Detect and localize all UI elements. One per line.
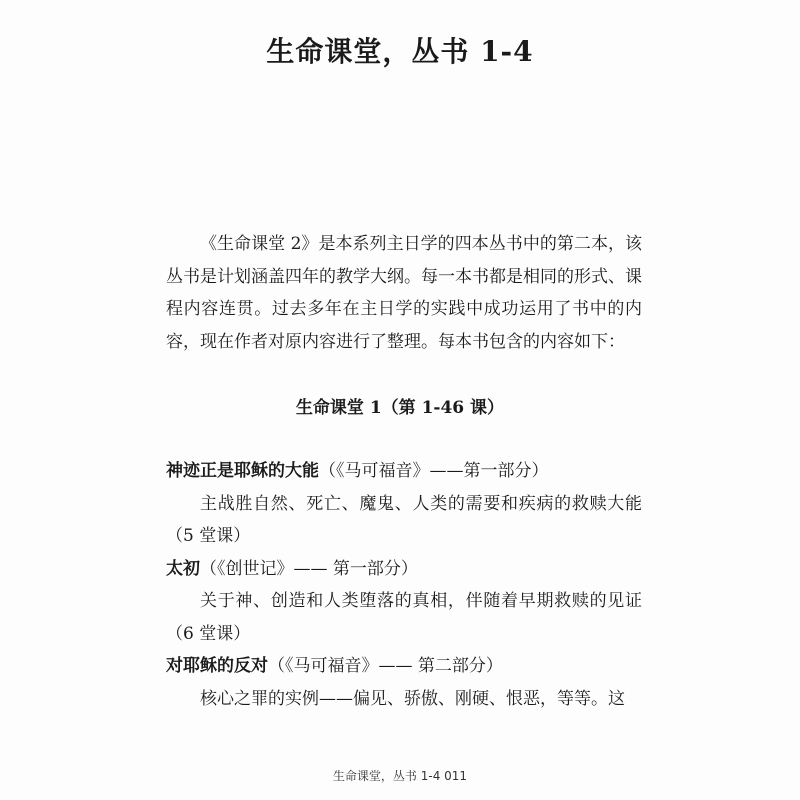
entry-title [166, 650, 642, 683]
entry-title-bold: 对耶稣的反对 [166, 656, 268, 676]
page-title: 生命课堂，丛书 1-4 [266, 35, 534, 68]
entry-description: 关于神、创造和人类堕落的真相，伴随着早期救赎的见证（6 堂课） [166, 591, 642, 644]
entry-item [166, 650, 642, 715]
entry-title [166, 553, 642, 586]
entry-title-rest: （《马可福音》—— 第二部分） [268, 656, 503, 676]
entry-title-bold: 太初 [166, 558, 200, 579]
entry-description: 主战胜自然、死亡、魔鬼、人类的需要和疾病的救赎大能（5 堂课） [166, 493, 642, 546]
entry-title-bold: 神迹正是耶稣的大能 [166, 461, 319, 481]
entry-description: 核心之罪的实例——偏见、骄傲、刚硬、恨恶，等等。这 [200, 688, 625, 709]
entry-item [166, 455, 642, 553]
entry-item [166, 553, 642, 651]
entry-list [166, 455, 642, 715]
section-heading: 生命课堂 1（第 1-46 课） [295, 398, 505, 418]
intro-paragraph: 《生命课堂 2》是本系列主日学的四本丛书中的第二本，该丛书是计划涵盖四年的教学大纲。每一本书都是相同的形式、课程内容连贯。过去多年在主日学的实践中成功运用了书中的内容，现在作者对原内容进行了整理。每本书包含的内容如下： [166, 234, 642, 352]
entry-title-rest: （《马可福音》——第一部分） [319, 461, 549, 481]
entry-title-rest: （《创世记》—— 第一部分） [200, 558, 418, 579]
page-footer: 生命课堂，丛书 1-4 011 [332, 769, 468, 783]
entry-title [166, 455, 642, 488]
